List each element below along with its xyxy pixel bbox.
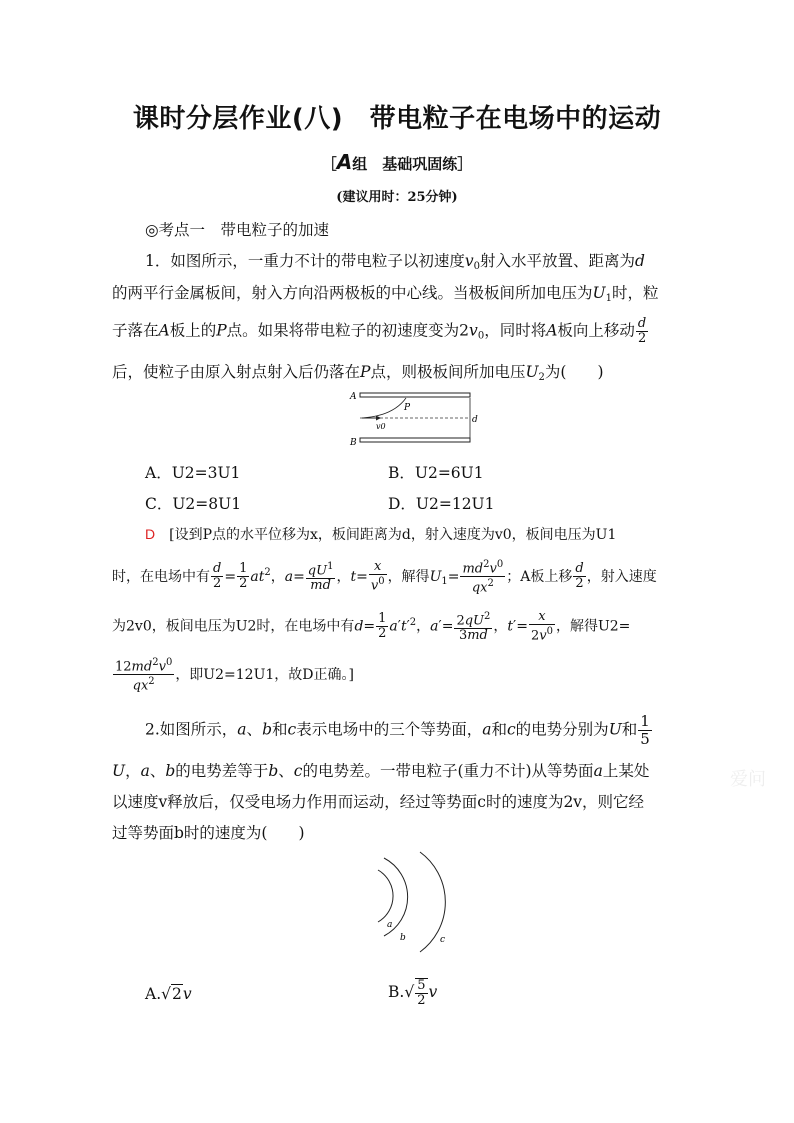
q2-option-b[interactable]: B.√ $\frac{5}{2}$ v	[388, 978, 438, 1008]
q1-solution-line-4: $\frac{12md^2v^0}{qx^2}$ ，即U2=12U1，故D正确。]	[115, 657, 354, 694]
section-heading: ◎考点一 带电粒子的加速	[145, 221, 330, 239]
v0-label: v0	[376, 422, 386, 431]
label-b: b	[400, 933, 406, 943]
distance-d-label: d	[472, 415, 478, 425]
q1-option-b[interactable]: B．U2=6U1	[388, 464, 484, 482]
arc-a	[378, 870, 393, 922]
label-c: c	[440, 935, 446, 945]
group-label: ［A组 基础巩固练］	[321, 150, 473, 174]
q1-solution-line-3: 为2v0，板间电压为U2时，在电场中有d= $\frac{1}{2}$ $a't'^2$，a′= $\frac{2qU^2}{3md}$ ，t′= $\frac{x}{2v^0}$ ，解得U2=	[112, 609, 631, 644]
q1-option-d[interactable]: D．U2=12U1	[388, 495, 495, 513]
point-p-label: P	[404, 403, 411, 413]
q1-option-c[interactable]: C．U2=8U1	[145, 495, 242, 513]
watermark: 爱问	[730, 769, 766, 790]
q2-line-2: U，a、b的电势差等于b、c的电势差。一带电粒子(重力不计)从等势面a上某处	[112, 762, 650, 780]
page-title: 课时分层作业(八) 带电粒子在电场中的运动	[132, 104, 662, 134]
plate-b	[360, 438, 470, 442]
q2-line-1: 2.如图所示，a、b和c表示电场中的三个等势面，a和c的电势分别为U和 $\frac{1}{5}$	[145, 712, 650, 748]
group-letter: A	[336, 150, 353, 174]
plate-b-label: B	[350, 438, 357, 448]
q2-line-4: 过等势面b时的速度为( )	[112, 824, 305, 842]
q1-line-3: 子落在A板上的P点。如果将带电粒子的初速度变为$2v_0$，同时将A板向上移动 $\frac{d}{2}$	[112, 316, 647, 346]
q1-line-4: 后，使粒子由原入射点射入后仍落在P点，则极板间所加电压$U_2$为( )	[112, 363, 604, 383]
equipotential-figure	[370, 848, 470, 956]
plate-a-label: A	[350, 392, 357, 402]
parallel-plates-figure	[348, 388, 480, 448]
q2-line-3: 以速度v释放后，仅受电场力作用而运动，经过等势面c时的速度为2v，则它经	[112, 793, 645, 811]
q1-option-a[interactable]: A．U2=3U1	[145, 464, 241, 482]
time-note: (建议用时：25分钟)	[336, 190, 458, 205]
q1-line-1: 1．如图所示，一重力不计的带电粒子以初速度$v_0$射入水平放置、距离为d	[145, 252, 645, 272]
label-a: a	[387, 920, 393, 930]
q1-solution-line-1: D [设到P点的水平位移为x，板间距离为d，射入速度为v0，板间电压为U1	[145, 526, 617, 543]
plate-a	[360, 393, 470, 397]
q1-answer: D	[145, 526, 156, 542]
q1-solution-line-2: 时，在电场中有 $\frac{d}{2}$ = $\frac{1}{2}$ $at^2$，a= $\frac{qU^1}{md}$ ，t= $\frac{x}{v^0}$ ，解得$U_1=$ $\frac{md^2v^0}{qx^2}$ ；A板上移 $\frac{d}{2}$ ，射入速度	[112, 559, 657, 596]
q2-option-a[interactable]: A.√2v	[145, 985, 192, 1003]
trajectory	[362, 398, 406, 418]
q1-line-2: 的两平行金属板间，射入方向沿两极板的中心线。当极板间所加电压为$U_1$时，粒	[112, 284, 659, 304]
